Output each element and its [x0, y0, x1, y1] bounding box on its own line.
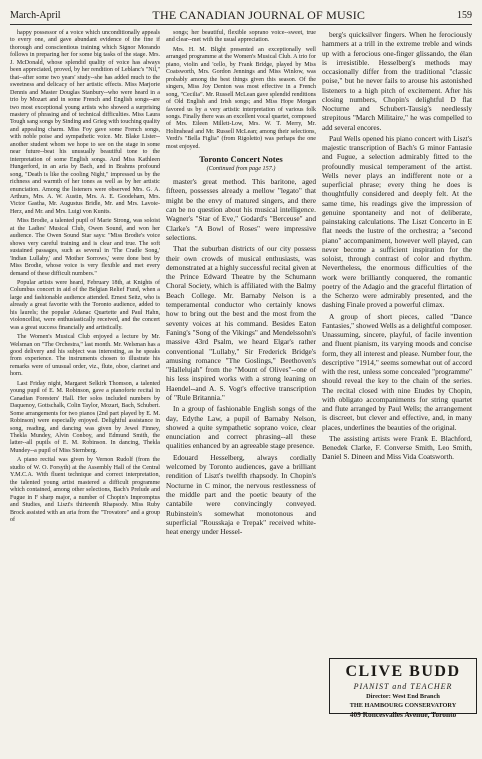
paragraph: In a group of fashionable English songs of the day, Edythe Law, a pupil of Barnaby Nelson, showed a quite sympathetic soprano voice, clear enunciation and correct phrasing--all these qualities enhanced by an agreeable stage presence. [166, 404, 316, 451]
concert-notes-continued [322, 30, 472, 462]
running-header [10, 6, 472, 24]
issue-date: March-April [10, 9, 61, 21]
paragraph: Paul Wells opened his piano concert with Liszt's majestic transcription of Bach's G minor Fantasie and Fugue, a selection admirably fitted to the profoundly musical temperament of the artist. Wells never plays an indifferent note or a superficial phrase; every thing he does is thoughtfully considered and deeply felt. At the same time, his readings give the impression of genuine spontaneity and not of deliberate, painstaking calculations. The Liszt Concerto in E flat needs the lustre of the orchestra; a "second piano" accompaniment, however well played, can never become a sufficient inspiration for the soloist, through contrast of color and rhythm. Nevertheless, the enormous difficulties of the work were brilliantly conquered, the romantic poetry of the Adagio and the graceful flirtation of the Scherzo were admirably presented, and the dashing Finale proved a powerful climax. [322, 133, 472, 310]
paragraph: Edouard Hesselberg, always cordially welcomed by Toronto audiences, gave a brilliant rendition of Liszt's twelfth rhapsody. In Chopin's Nocturne in C minor, the nervous restlessness of the middle part and the poetic beauty of the cantabile were convincingly conveyed. Rubinstein's somewhat monotonous and superficial "Rousskaja e Trepak" received white-heat energy under Hessel- [166, 452, 316, 537]
section-heading [166, 156, 316, 172]
paragraph: The assisting artists were Frank E. Blachford, Benedek Clarke, F. Converse Smith, Leo Smith, Daniel S. Dineen and Miss Vida Coatsworth. [322, 433, 472, 462]
paragraph: Mrs. H. M. Blight presented an exceptionally well arranged programme at the Women's Musical Club. A trio for piano, violin and 'cello, by Frank Bridge, played by Miss Coatsworth, Mrs. Gordon Jennings and Miss Winlow, was probably among the best things given this season. Of the singers, Miss Joy Denton was most effective in a French song, "Cecilia". Mr. Russell McLean gave splendid renditions of Old English and Irish songs; and Miss Hope Morgan favored us by a very artistic interpretation of various folk songs. Finally there was an excellent vocal quartet, composed of Mrs. Eileen Millett-Low, Mrs. W. T. Merry, Mr. Holinshead and Mr. Russell McLean; among their selections, Verdi's "Bella Figlia" (from Rigoletto) was perhaps the one most enjoyed. [166, 46, 316, 150]
advertiser-conservatory: THE HAMBOURG CONSERVATORY [349, 702, 457, 709]
paragraph: Miss Brodie, a talented pupil of Marie Strong, was soloist at the Ladies' Musical Club, Owen Sound, and won her audience. The Owen Sound Star says: "Miss Brodie's voice shows very careful training and is clear and true. The soft sustained passages, such as several in 'The Cradle Song,' 'Indian Lullaby,' and 'Mother Sorrows,' were done best by Miss Brodie, whose voice is very flexible and met every demand of these difficult numbers." [10, 218, 160, 277]
advertiser-role: PIANIST and TEACHER [353, 682, 453, 691]
advertisement-box [329, 658, 477, 719]
paragraph: happy possessor of a voice which unconditionally appeals to every one, and gave abundant evidence of the fine if thorough and conscientious training which Signor Morando follows in preparing her for some big tasks of the stage. Mrs. J. McDonald, whose splendid quality of voice has always been appreciated, proved, by her rendition of Leblanc's "Nil," that--after some two years' study--she has added much to the sweetness and delicacy of her artistic effects. Miss Marjorie Dennis and Master Douglas Stanbury--who were heard in a trio by Mozart and in some French and English songs--are two most exceptional young artists who showed a surprising mastery of phrasing and of technical difficulties. Miss Laura Tough sang songs by Sinding and Grieg with touching quality and appealing charm. Miss Foy gave some French songs, with noble poise and sympathetic voice. Mr. Blake Lister--another student whom we hope to see on the stage in some near future--beat his unusually beautiful tone to the interpretation of some English songs. And Miss Kathleen Hungerford, in an aria by Bach, and in Brahms profound song, "Death is like the cooling Night," impressed us by the richness and warmth of her tones as well as by her artistic enunciation. Among the listeners were observed Mrs. G. A. Arthurs, Mrs. A. W. Austin, Mrs. A. E. Goodeham, Mrs. Victor Gastha, Mr. Augustus Bridle, Mr. and Mrs. Lavoie-Herz, and Mr. and Mrs. Luigi von Kunits. [10, 30, 160, 215]
advertiser-address: 409 Roncesvalles Avenue, Toronto [349, 710, 457, 719]
paragraph: berg's quicksilver fingers. When he ferociously hammers at a trill in the extreme treble and winds up with a ferocious one-finger glissando, the élan is irresistible. Hesselberg's methods may occasionally differ from the traditional "classic poise," but he never fails to arouse his astonished listeners to a high pitch of excitement. After his closing numbers, Chopin's delightful D flat Nocturne and Schubert-Tausig's needlessly strepitous "March Militaire," he was compelled to add several encores. [322, 30, 472, 132]
header-rule [10, 24, 472, 25]
column-middle [166, 30, 316, 538]
paragraph: master's great method. This baritone, aged fifteen, possesses already a mellow "legato" that might be the envy of matured singers, and there can be no question about his musical intelligence. Wagner's "Star of Eve," Godard's "Berceuse" and Clarke's "A Bowl of Roses" were impressive selections. [166, 177, 316, 242]
paragraph: A group of short pieces, called "Dance Fantasies," showed Wells as a delightful composer. Unassuming, sincere, playful, of facile invention and fluent pianism, its varying moods and concise form, they all interest and please. Number four, the descriptive "1914," seems somewhat out of accord with the rest, unless some concealed "programme" should reveal the key to the chain of the series. The recital closed with nine Etudes by Chopin, with obligato accompaniments for string quartet and flute arranged by Paul Wells; the arrangement is discreet, but clever and effective, and, in many places, underlines the beauties of the original. [322, 311, 472, 432]
paragraph: The Women's Musical Club enjoyed a lecture by Mr. Welsman on "The Orchestra," last month. Mr. Welsman has a good delivery and his subject was interesting, as he speaks from experience. The instruments chosen to illustrate his remarks were of unusual order, viz., flute, oboe, clarinet and horn. [10, 334, 160, 378]
concert-notes-body [166, 177, 316, 536]
journal-title: THE CANADIAN JOURNAL OF MUSIC [152, 7, 366, 22]
column-left [10, 30, 160, 526]
page-number: 159 [457, 9, 472, 21]
continued-note: (Continued from page 157.) [206, 164, 276, 172]
paragraph: That the suburban districts of our city possess their own crowds of musical enthusiasts, was demonstrated at a highly successful recital given at the Prince Edward Theatre by the Schumann Choral Society, which is affiliated with the Balmy Beach College. Mr. Barnaby Nelson is a temperamental conductor who certainly knows how to bring out the best and the most from the seventy voices at his command. Besides Eaton Faning's "Song of the Vikings" and Mendelssohn's massive 43rd Psalm, we heard Elgar's rather conventional "Lullaby," Sir Frederick Bridge's amusing romance "The Goslings," Beethoven's "Hallelujah" from the "Mount of Olives"--one of his less inspired works with a strong leaning on Haendel--and A. S. Vogt's effective transcription of "Rule Britannia." [166, 244, 316, 402]
paragraph: Last Friday night, Margaret Selkirk Thomson, a talented young pupil of E. M. Robinson, gave a pianoforte recital in Canadian Foresters' Hall. Her solos included numbers by Daquenoy, Gottschalk, Colin Taylor, Mozart, Bach, Schubert. Some arrangements for two pianos (2nd part played by E. M. Robinson) were especially enjoyed. Delightful assistance in song, reading, and dancing was given by Jewel Finney, Thekla Mundey, Alvin Conboy, and Edmund Smith, the latter--all pupils of E. M. Robinson. In dancing, Thekla Mundey--a pupil of Miss Sternberg. [10, 380, 160, 454]
column-right [322, 30, 472, 464]
advertiser-name: CLIVE BUDD [345, 663, 461, 680]
advertiser-director-line: Director: West End Branch [366, 693, 440, 700]
section-title: Toronto Concert Notes [199, 154, 283, 165]
paragraph: songs; her beautiful, flexible soprano voice--sweet, true and clear--met with the usual appreciation. [166, 30, 316, 44]
paragraph: Popular artists were heard, February 18th, at Knights of Columbus concert in aid of the Belgian Relief Fund, when a large and fashionable audience attended. Ernest Seitz, who is already a great favorite with the Toronto audience, added to his laurels; the popular Adanac Quartette and Paul Hahn, violoncellist, were enthusiastically received, and the concert was a great success financially and artistically. [10, 279, 160, 331]
paragraph: A piano recital was given by Vernon Rudolf (from the studio of W. O. Forsyth) at the Assembly Hall of the Central Y.M.C.A. With fluent technique and correct interpretation, the talented young artist mastered a difficult programme which contained, among other selections, Bach's Prelude and Fugue in F sharp major, a number of Chopin's Impromptus and Studies, and Liszt's thirteenth Rhapsody. Miss Ruby Brock assisted with an aria from the "Trovatore" and a group of [10, 457, 160, 523]
